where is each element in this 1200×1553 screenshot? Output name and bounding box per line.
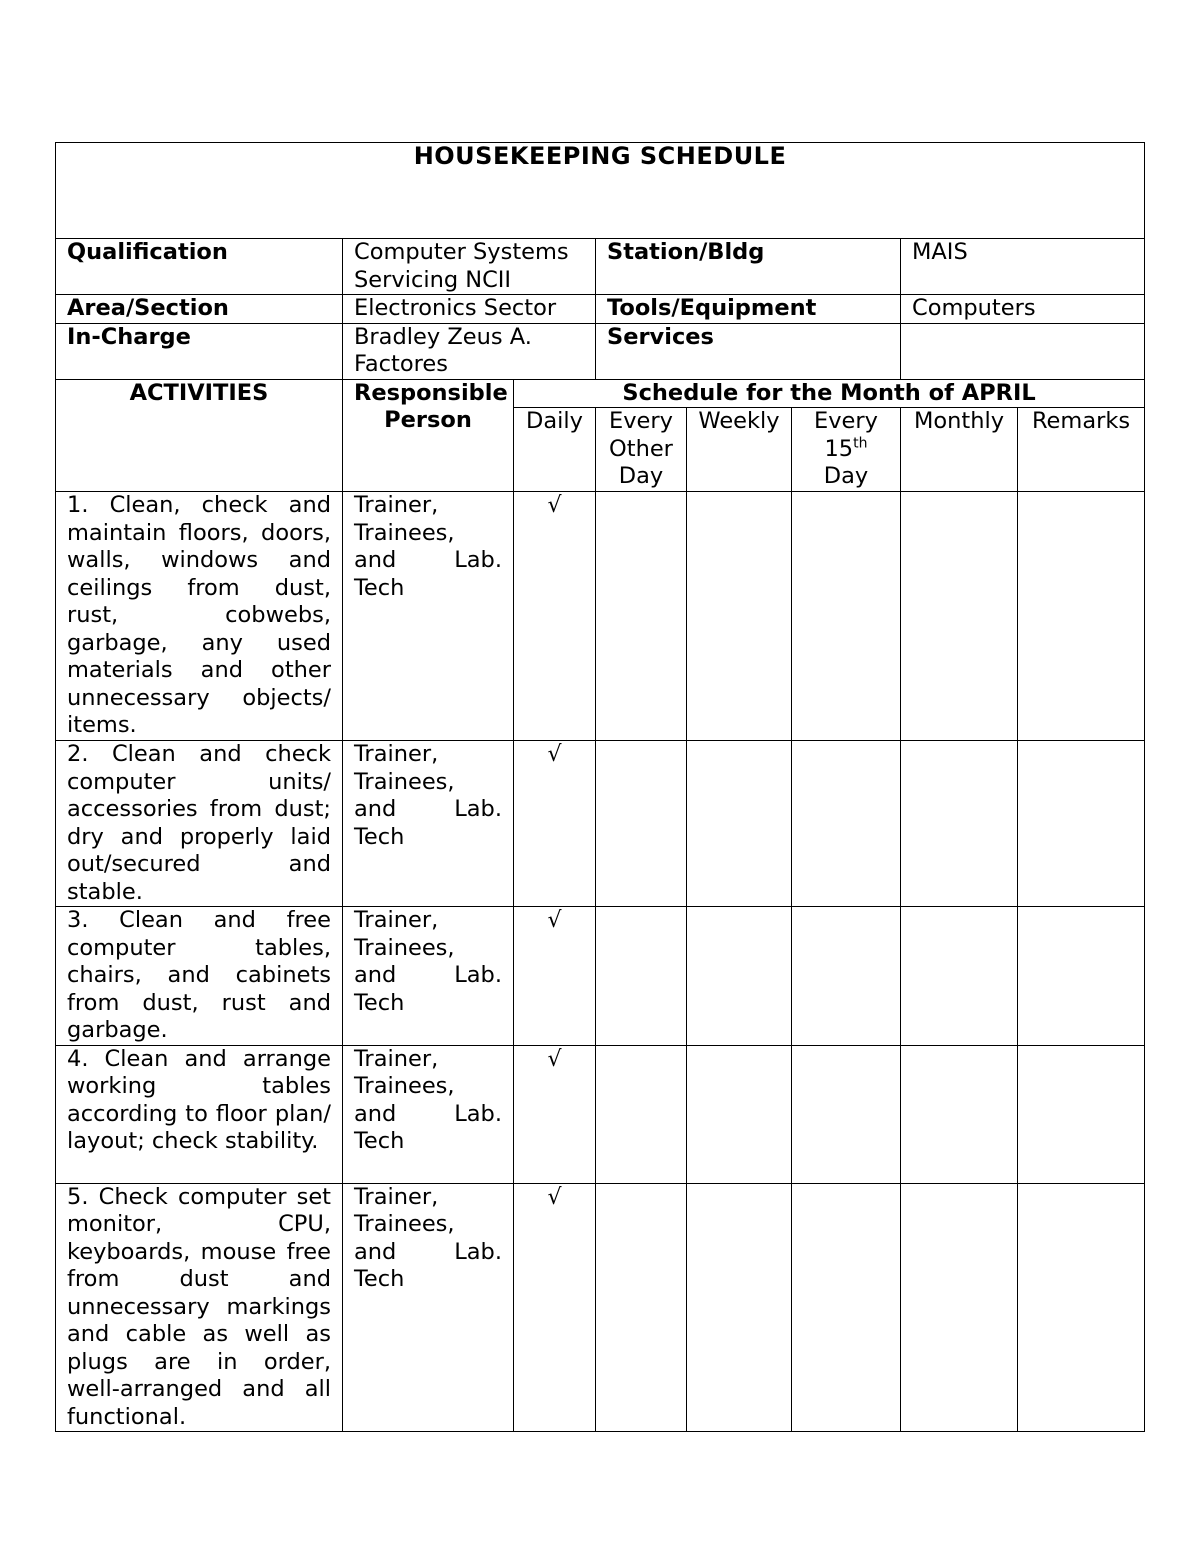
- weekly-cell: [687, 907, 792, 1046]
- qualification-label: Qualification: [56, 239, 343, 295]
- monthly-header: Monthly: [901, 408, 1018, 492]
- activity-row: [56, 492, 1145, 741]
- monthly-cell: [901, 492, 1018, 741]
- activity-row: [56, 1045, 1145, 1183]
- station-label: Station/Bldg: [596, 239, 901, 295]
- every-other-day-cell: [596, 907, 687, 1046]
- services-label: Services: [596, 323, 901, 379]
- area-label: Area/Section: [56, 295, 343, 324]
- every-15th-suffix: Day: [823, 463, 869, 489]
- weekly-cell: [687, 1183, 792, 1432]
- every-15th-prefix: Every 15: [814, 408, 878, 462]
- activity-text: 4. Clean and arrange working tables according to floor plan/ layout; check stability.: [56, 1045, 343, 1183]
- responsible-text: Trainer, Trainees, and Lab. Tech: [343, 741, 514, 907]
- schedule-month-header: Schedule for the Month of APRIL: [514, 379, 1145, 408]
- responsible-text: Trainer, Trainees, and Lab. Tech: [343, 1045, 514, 1183]
- responsible-person-header: Responsible Person: [343, 379, 514, 492]
- every-other-day-cell: [596, 492, 687, 741]
- daily-check-mark: √: [514, 492, 596, 741]
- incharge-label: In-Charge: [56, 323, 343, 379]
- daily-header: Daily: [514, 408, 596, 492]
- tools-value: Computers: [901, 295, 1145, 324]
- area-value: Electronics Sector: [343, 295, 596, 324]
- every-other-day-cell: [596, 741, 687, 907]
- every-15th-day-cell: [792, 741, 901, 907]
- incharge-value: Bradley Zeus A. Factores: [343, 323, 596, 379]
- activity-text: 5. Check computer set monitor, CPU, keyboards, mouse free from dust and unnecessary markings and cable as well as plugs are in order, well-arranged and all functional.: [56, 1183, 343, 1432]
- remarks-cell: [1018, 741, 1145, 907]
- monthly-cell: [901, 741, 1018, 907]
- daily-check-mark: √: [514, 1045, 596, 1183]
- responsible-text: Trainer, Trainees, and Lab. Tech: [343, 1183, 514, 1432]
- every-other-day-cell: [596, 1183, 687, 1432]
- activities-header: ACTIVITIES: [56, 379, 343, 492]
- daily-check-mark: √: [514, 741, 596, 907]
- activity-row: [56, 741, 1145, 907]
- weekly-cell: [687, 492, 792, 741]
- monthly-cell: [901, 1183, 1018, 1432]
- every-other-day-cell: [596, 1045, 687, 1183]
- schedule-table: [55, 142, 1145, 1432]
- every-15th-day-cell: [792, 907, 901, 1046]
- daily-check-mark: √: [514, 1183, 596, 1432]
- services-value: [901, 323, 1145, 379]
- housekeeping-schedule-document: [55, 142, 1144, 1432]
- remarks-cell: [1018, 1045, 1145, 1183]
- weekly-cell: [687, 741, 792, 907]
- every-15th-day-header: [792, 408, 901, 492]
- weekly-header: Weekly: [687, 408, 792, 492]
- qualification-value: Computer Systems Servicing NCII: [343, 239, 596, 295]
- activity-text: 1. Clean, check and maintain floors, doors, walls, windows and ceilings from dust, rust, cobwebs, garbage, any used materials and other unnecessary objects/ items.: [56, 492, 343, 741]
- responsible-text: Trainer, Trainees, and Lab. Tech: [343, 492, 514, 741]
- responsible-text: Trainer, Trainees, and Lab. Tech: [343, 907, 514, 1046]
- remarks-cell: [1018, 907, 1145, 1046]
- daily-check-mark: √: [514, 907, 596, 1046]
- weekly-cell: [687, 1045, 792, 1183]
- monthly-cell: [901, 1045, 1018, 1183]
- every-15th-day-cell: [792, 1183, 901, 1432]
- activity-row: [56, 907, 1145, 1046]
- every-15th-day-cell: [792, 492, 901, 741]
- document-title: HOUSEKEEPING SCHEDULE: [56, 143, 1145, 239]
- station-value: MAIS: [901, 239, 1145, 295]
- remarks-cell: [1018, 1183, 1145, 1432]
- every-15th-day-cell: [792, 1045, 901, 1183]
- activity-text: 2. Clean and check computer units/ accessories from dust; dry and properly laid out/secured and stable.: [56, 741, 343, 907]
- tools-label: Tools/Equipment: [596, 295, 901, 324]
- activity-text: 3. Clean and free computer tables, chairs, and cabinets from dust, rust and garbage.: [56, 907, 343, 1046]
- activity-row: [56, 1183, 1145, 1432]
- monthly-cell: [901, 907, 1018, 1046]
- remarks-header: Remarks: [1018, 408, 1145, 492]
- every-15th-ordinal: th: [853, 435, 868, 451]
- remarks-cell: [1018, 492, 1145, 741]
- every-other-day-header: Every Other Day: [596, 408, 687, 492]
